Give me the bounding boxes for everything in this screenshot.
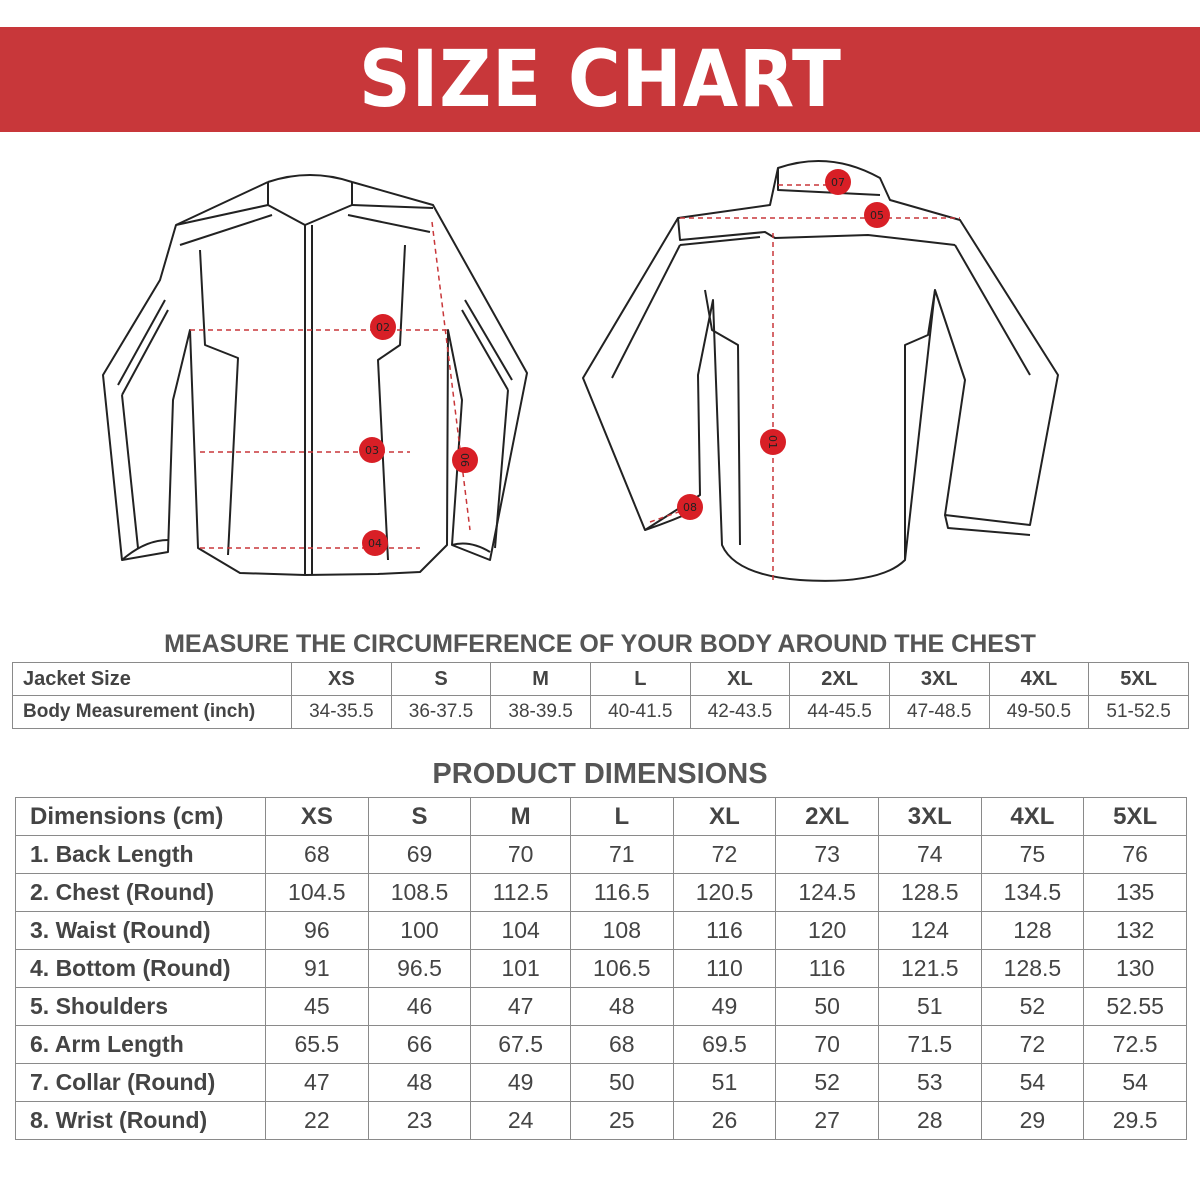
table-cell: 2XL (776, 798, 879, 836)
table-cell: 96.5 (368, 950, 471, 988)
table-cell: 49 (673, 988, 776, 1026)
table-cell: 3XL (878, 798, 981, 836)
table-cell: 71.5 (878, 1026, 981, 1064)
table-cell: 108.5 (368, 874, 471, 912)
table-cell: 72.5 (1084, 1026, 1187, 1064)
table-row (16, 874, 1187, 912)
table-cell: 128.5 (981, 950, 1084, 988)
size-chart-banner (0, 27, 1200, 132)
table-cell: 48 (368, 1064, 471, 1102)
table-cell: 66 (368, 1026, 471, 1064)
table-cell: 2XL (790, 663, 890, 696)
table-cell: 121.5 (878, 950, 981, 988)
product-dimensions-heading: PRODUCT DIMENSIONS (432, 758, 768, 790)
table-cell: Dimensions (cm) (16, 798, 266, 836)
table-cell: S (368, 798, 471, 836)
svg-text:06: 06 (458, 453, 471, 467)
table-cell: 46 (368, 988, 471, 1026)
table-cell: 47 (266, 1064, 369, 1102)
svg-text:04: 04 (368, 537, 382, 550)
table-cell: XL (690, 663, 790, 696)
table-cell: 50 (570, 1064, 673, 1102)
table-cell: 72 (673, 836, 776, 874)
table-cell: 2. Chest (Round) (16, 874, 266, 912)
front-jacket-illustration (103, 175, 527, 575)
table-cell: 49-50.5 (989, 696, 1089, 729)
table-header-row (13, 663, 1189, 696)
table-row (16, 988, 1187, 1026)
table-cell: XL (673, 798, 776, 836)
table-cell: M (471, 798, 571, 836)
table-cell: 108 (570, 912, 673, 950)
table-cell: 54 (981, 1064, 1084, 1102)
page-title: SIZE CHART (358, 34, 842, 125)
table-cell: 51 (673, 1064, 776, 1102)
table-cell: 75 (981, 836, 1084, 874)
table-cell: 4. Bottom (Round) (16, 950, 266, 988)
table-cell: XS (292, 663, 392, 696)
table-cell: S (391, 663, 491, 696)
table-cell: 104 (471, 912, 571, 950)
table-cell: 128.5 (878, 874, 981, 912)
table-cell: 116.5 (570, 874, 673, 912)
table-cell: 112.5 (471, 874, 571, 912)
table-cell: 53 (878, 1064, 981, 1102)
table-header-row (16, 798, 1187, 836)
table-cell: 25 (570, 1102, 673, 1140)
table-cell: 135 (1084, 874, 1187, 912)
svg-text:01: 01 (766, 435, 779, 449)
table-row (16, 1102, 1187, 1140)
marker-04 (362, 530, 388, 556)
table-cell: 100 (368, 912, 471, 950)
table-cell: 101 (471, 950, 571, 988)
table-cell: 120 (776, 912, 879, 950)
table-cell: 124.5 (776, 874, 879, 912)
marker-08 (677, 494, 703, 520)
table-cell: 50 (776, 988, 879, 1026)
table-cell: 6. Arm Length (16, 1026, 266, 1064)
table-row (16, 1064, 1187, 1102)
table-cell: 132 (1084, 912, 1187, 950)
table-cell: 45 (266, 988, 369, 1026)
table-cell: 1. Back Length (16, 836, 266, 874)
table-cell: 128 (981, 912, 1084, 950)
table-cell: 51-52.5 (1089, 696, 1189, 729)
table-cell: 22 (266, 1102, 369, 1140)
svg-text:03: 03 (365, 444, 379, 457)
table-cell: 8. Wrist (Round) (16, 1102, 266, 1140)
table-cell: 5XL (1084, 798, 1187, 836)
table-cell: 68 (570, 1026, 673, 1064)
table-cell: 65.5 (266, 1026, 369, 1064)
marker-05 (864, 202, 890, 228)
table-row (16, 950, 1187, 988)
table-cell: 72 (981, 1026, 1084, 1064)
table-cell: 40-41.5 (590, 696, 690, 729)
table-cell: 48 (570, 988, 673, 1026)
table-cell: 36-37.5 (391, 696, 491, 729)
svg-text:08: 08 (683, 501, 697, 514)
table-cell: 28 (878, 1102, 981, 1140)
table-cell: 116 (673, 912, 776, 950)
table-cell: 96 (266, 912, 369, 950)
table-cell: 5XL (1089, 663, 1189, 696)
table-cell: XS (266, 798, 369, 836)
table-cell: 23 (368, 1102, 471, 1140)
table-cell: 106.5 (570, 950, 673, 988)
table-cell: 134.5 (981, 874, 1084, 912)
table-cell: 73 (776, 836, 879, 874)
table-cell: 49 (471, 1064, 571, 1102)
table-cell: 70 (471, 836, 571, 874)
table-cell: 4XL (989, 663, 1089, 696)
table-cell: 3XL (889, 663, 989, 696)
table-cell: 71 (570, 836, 673, 874)
table-cell: 74 (878, 836, 981, 874)
table-cell: 76 (1084, 836, 1187, 874)
table-cell: 29 (981, 1102, 1084, 1140)
table-cell: 47 (471, 988, 571, 1026)
table-cell: 70 (776, 1026, 879, 1064)
svg-text:02: 02 (376, 321, 390, 334)
table-row (16, 1026, 1187, 1064)
jacket-diagram (0, 140, 1200, 610)
table-cell: M (491, 663, 591, 696)
table-cell: L (570, 798, 673, 836)
table-cell: 5. Shoulders (16, 988, 266, 1026)
table-cell: 124 (878, 912, 981, 950)
marker-03 (359, 437, 385, 463)
table-cell: 44-45.5 (790, 696, 890, 729)
body-measure-heading: MEASURE THE CIRCUMFERENCE OF YOUR BODY AROUND THE CHEST (164, 630, 1036, 658)
marker-02 (370, 314, 396, 340)
table-cell: 51 (878, 988, 981, 1026)
table-cell: 3. Waist (Round) (16, 912, 266, 950)
table-cell: L (590, 663, 690, 696)
table-cell: 27 (776, 1102, 879, 1140)
table-cell: 69.5 (673, 1026, 776, 1064)
table-cell: 52 (981, 988, 1084, 1026)
back-jacket-illustration (583, 161, 1058, 581)
marker-01 (760, 429, 786, 455)
table-cell: 91 (266, 950, 369, 988)
table-cell: 110 (673, 950, 776, 988)
svg-text:07: 07 (831, 176, 845, 189)
table-cell: 67.5 (471, 1026, 571, 1064)
table-cell: 29.5 (1084, 1102, 1187, 1140)
table-cell: 130 (1084, 950, 1187, 988)
table-cell: 4XL (981, 798, 1084, 836)
table-cell: 54 (1084, 1064, 1187, 1102)
table-cell: 26 (673, 1102, 776, 1140)
table-cell: Body Measurement (inch) (13, 696, 292, 729)
marker-06 (452, 447, 478, 473)
table-cell: 69 (368, 836, 471, 874)
marker-07 (825, 169, 851, 195)
table-cell: 34-35.5 (292, 696, 392, 729)
table-row (16, 912, 1187, 950)
table-cell: 104.5 (266, 874, 369, 912)
table-row (13, 696, 1189, 729)
svg-text:05: 05 (870, 209, 884, 222)
table-cell: Jacket Size (13, 663, 292, 696)
table-cell: 38-39.5 (491, 696, 591, 729)
table-cell: 42-43.5 (690, 696, 790, 729)
table-cell: 7. Collar (Round) (16, 1064, 266, 1102)
table-cell: 52 (776, 1064, 879, 1102)
table-cell: 120.5 (673, 874, 776, 912)
product-dimensions-table (15, 797, 1187, 1140)
body-measurement-table (12, 662, 1189, 729)
table-cell: 68 (266, 836, 369, 874)
table-cell: 52.55 (1084, 988, 1187, 1026)
table-cell: 47-48.5 (889, 696, 989, 729)
table-row (16, 836, 1187, 874)
table-cell: 116 (776, 950, 879, 988)
table-cell: 24 (471, 1102, 571, 1140)
